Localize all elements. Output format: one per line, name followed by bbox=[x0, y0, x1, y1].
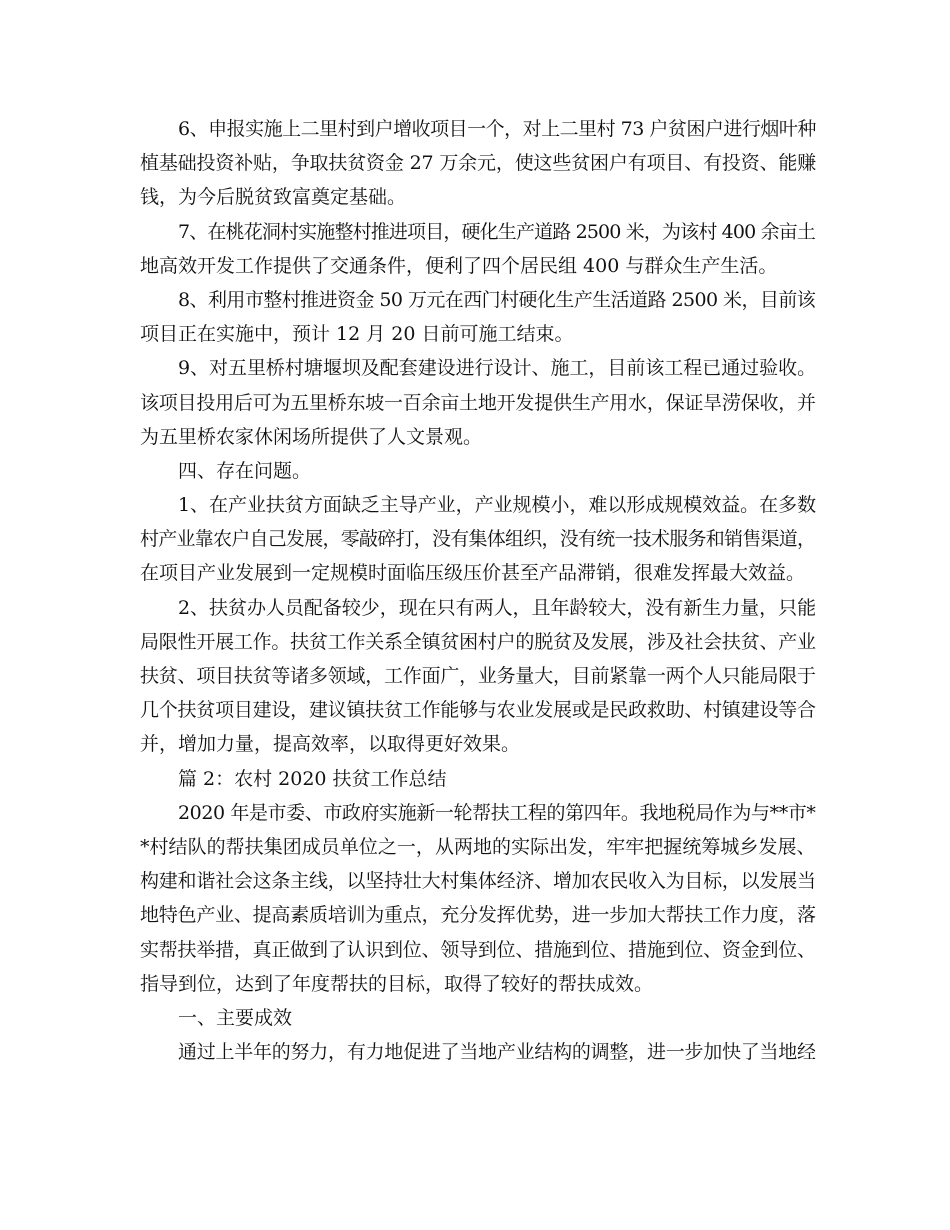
text-line: 地高效开发工作提供了交通条件，便利了四个居民组 400 与群众生产生活。 bbox=[140, 254, 778, 277]
text-line: 在项目产业发展到一定规模时面临压级压价甚至产品滞销，很难发挥最大效益。 bbox=[140, 562, 806, 585]
text-line: 指导到位，达到了年度帮扶的目标，取得了较好的帮扶成效。 bbox=[140, 972, 654, 995]
text-line: 四、存在问题。 bbox=[178, 459, 312, 482]
text-line: 1、在产业扶贫方面缺乏主导产业，产业规模小，难以形成规模效益。在多数 bbox=[178, 494, 817, 517]
text-line: 该项目投用后可为五里桥东坡一百余亩土地开发提供生产用水，保证旱涝保收，并 bbox=[140, 391, 816, 414]
text-line: 钱，为今后脱贫致富奠定基础。 bbox=[140, 186, 407, 209]
paragraph-results-intro bbox=[140, 1035, 816, 1069]
text-line: 7、在桃花洞村实施整村推进项目，硬化生产道路 2500 米，为该村 400 余亩土 bbox=[178, 220, 816, 243]
text-line: 扶贫、项目扶贫等诸多领域，工作面广，业务量大，目前紧靠一两个人只能局限于 bbox=[140, 665, 816, 687]
paragraph-item-9 bbox=[140, 351, 816, 454]
text-line: 实帮扶举措，真正做到了认识到位、领导到位、措施到位、措施到位、资金到位、 bbox=[140, 938, 816, 961]
paragraph-item-8 bbox=[140, 283, 816, 351]
text-line: 为五里桥农家休闲场所提供了人文景观。 bbox=[140, 425, 483, 448]
text-line: 项目正在实施中，预计 12 月 20 日前可施工结束。 bbox=[140, 323, 574, 346]
paragraph-item-6 bbox=[140, 112, 816, 215]
text-line: 村产业靠农户自己发展，零敲碎打，没有集体组织，没有统一技术服务和销售渠道， bbox=[140, 528, 816, 551]
text-line: 9、对五里桥村塘堰坝及配套建设进行设计、施工，目前该工程已通过验收。 bbox=[178, 357, 817, 380]
text-line: 并，增加力量，提高效率，以取得更好效果。 bbox=[140, 733, 521, 756]
text-line: 几个扶贫项目建设，建议镇扶贫工作能够与农业发展或是民政救助、村镇建设等合 bbox=[140, 699, 816, 722]
text-line: 2020 年是市委、市政府实施新一轮帮扶工程的第四年。我地税局作为与**市* bbox=[178, 801, 816, 824]
paragraph-problem-1 bbox=[140, 488, 816, 591]
text-line: 地特色产业、提高素质培训为重点，充分发挥优势，进一步加大帮扶工作力度，落 bbox=[140, 904, 816, 927]
text-line: 通过上半年的努力，有力地促进了当地产业结构的调整，进一步加快了当地经 bbox=[178, 1041, 816, 1064]
text-line: 8、利用市整村推进资金 50 万元在西门村硬化生产生活道路 2500 米，目前该 bbox=[178, 288, 816, 311]
paragraph-section-4-heading bbox=[140, 454, 816, 488]
paragraph-problem-2 bbox=[140, 591, 816, 762]
text-line: 植基础投资补贴，争取扶贫资金 27 万余元，使这些贫困户有项目、有投资、能赚 bbox=[140, 152, 817, 175]
text-line: 篇 2：农村 2020 扶贫工作总结 bbox=[178, 767, 447, 790]
paragraph-item-7 bbox=[140, 215, 816, 283]
text-line: 局限性开展工作。扶贫工作关系全镇贫困村户的脱贫及发展，涉及社会扶贫、产业 bbox=[140, 630, 816, 653]
paragraph-part-2-title bbox=[140, 762, 816, 796]
paragraph-part-2-intro bbox=[140, 796, 816, 1001]
document-body bbox=[140, 112, 816, 1069]
paragraph-section-1-heading bbox=[140, 1001, 816, 1035]
text-line: 6、申报实施上二里村到户增收项目一个，对上二里村 73 户贫困户进行烟叶种 bbox=[178, 118, 816, 140]
text-line: 一、主要成效 bbox=[178, 1006, 293, 1029]
text-line: 构建和谐社会这条主线，以坚持壮大村集体经济、增加农民收入为目标，以发展当 bbox=[140, 870, 816, 893]
text-line: 2、扶贫办人员配备较少，现在只有两人，且年龄较大，没有新生力量，只能 bbox=[178, 596, 817, 619]
text-line: *村结队的帮扶集团成员单位之一，从两地的实际出发，牢牢把握统筹城乡发展、 bbox=[140, 835, 816, 858]
